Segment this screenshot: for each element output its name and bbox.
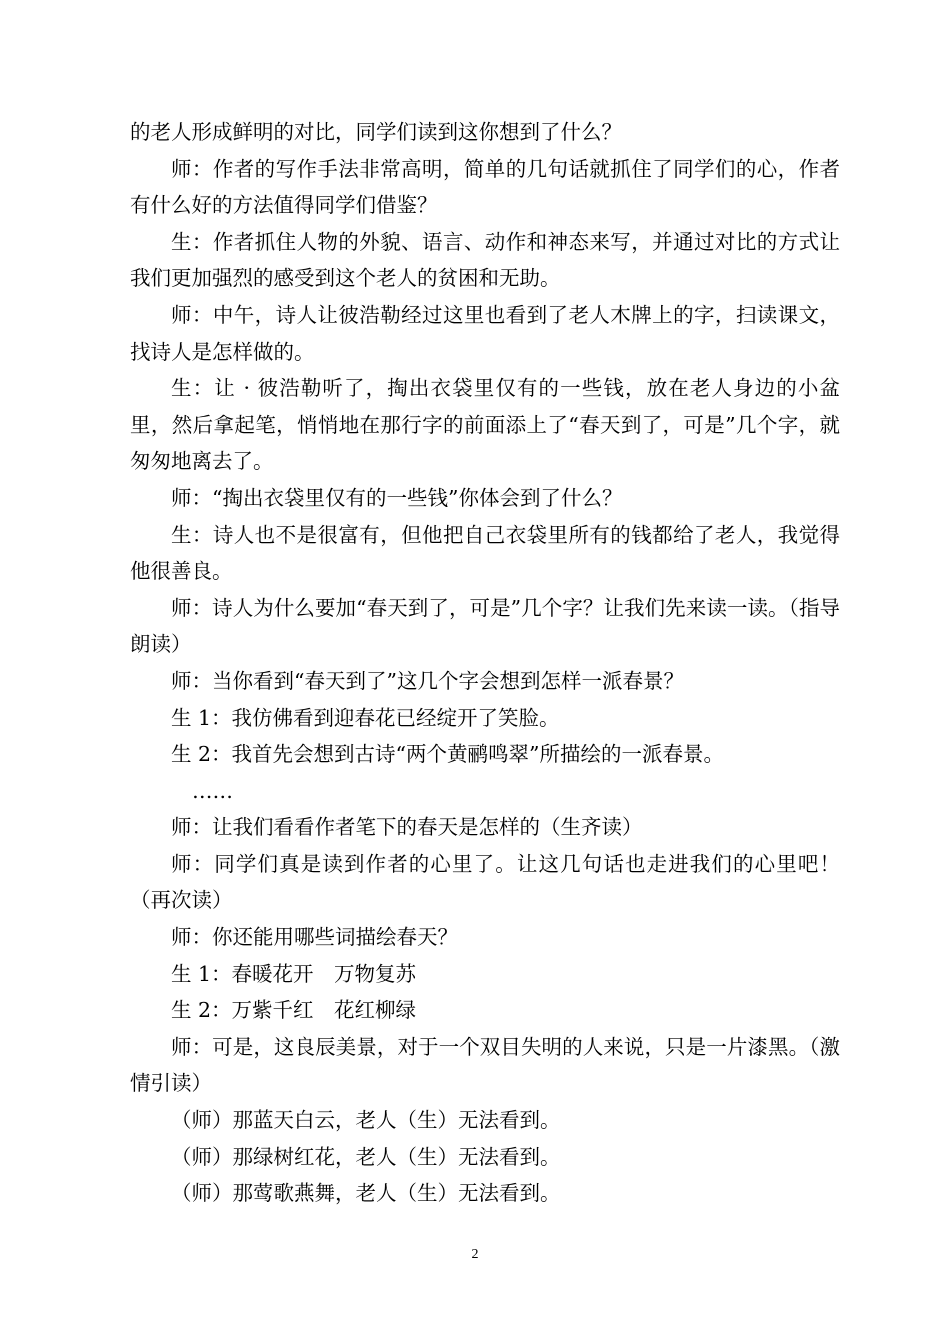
paragraph: 师：可是，这良辰美景，对于一个双目失明的人来说，只是一片漆黑。（激情引读） bbox=[130, 1034, 840, 1096]
paragraph: 生：诗人也不是很富有，但他把自己衣袋里所有的钱都给了老人，我觉得他很善良。 bbox=[130, 522, 840, 584]
paragraph: 生 1：春暖花开 万物复苏 bbox=[171, 961, 417, 986]
paragraph: 师：“掏出衣袋里仅有的一些钱”你体会到了什么？ bbox=[171, 485, 623, 510]
page-number: 2 bbox=[471, 1247, 479, 1262]
document-body bbox=[130, 114, 840, 1212]
paragraph: 师：作者的写作手法非常高明，简单的几句话就抓住了同学们的心，作者有什么好的方法值得同学们借鉴？ bbox=[130, 156, 840, 218]
paragraph: 生 2：我首先会想到古诗“两个黄鹂鸣翠”所描绘的一派春景。 bbox=[171, 742, 725, 767]
paragraph: （师）那蓝天白云，老人（生）无法看到。 bbox=[171, 1108, 561, 1133]
paragraph: 师：当你看到“春天到了”这几个字会想到怎样一派春景？ bbox=[171, 668, 684, 693]
paragraph: （师）那莺歌燕舞，老人（生）无法看到。 bbox=[171, 1181, 561, 1206]
paragraph: 生：作者抓住人物的外貌、语言、动作和神态来写，并通过对比的方式让我们更加强烈的感受到这个老人的贫困和无助。 bbox=[130, 229, 840, 291]
ellipsis-line: …… bbox=[192, 778, 233, 803]
paragraph: 生 2：万紫千红 花红柳绿 bbox=[171, 998, 417, 1023]
paragraph: （师）那绿树红花，老人（生）无法看到。 bbox=[171, 1144, 561, 1169]
paragraph: 的老人形成鲜明的对比，同学们读到这你想到了什么？ bbox=[130, 120, 622, 144]
paragraph: 生：让 · 彼浩勒听了，掏出衣袋里仅有的一些钱，放在老人身边的小盆里，然后拿起笔，悄悄地在那行字的前面添上了“春天到了，可是”几个字，就匆匆地离去了。 bbox=[130, 376, 840, 474]
paragraph: 师：中午，诗人让彼浩勒经过这里也看到了老人木牌上的字，扫读课文，找诗人是怎样做的。 bbox=[130, 302, 840, 364]
paragraph: 师：让我们看看作者笔下的春天是怎样的（生齐读） bbox=[171, 815, 643, 840]
paragraph: 师：同学们真是读到作者的心里了。让这几句话也走进我们的心里吧！（再次读） bbox=[130, 851, 840, 913]
paragraph: 生 1：我仿佛看到迎春花已经绽开了笑脸。 bbox=[171, 705, 560, 730]
paragraph: 师：诗人为什么要加“春天到了，可是”几个字？让我们先来读一读。（指导朗读） bbox=[130, 595, 840, 657]
paragraph: 师：你还能用哪些词描绘春天？ bbox=[171, 925, 458, 950]
